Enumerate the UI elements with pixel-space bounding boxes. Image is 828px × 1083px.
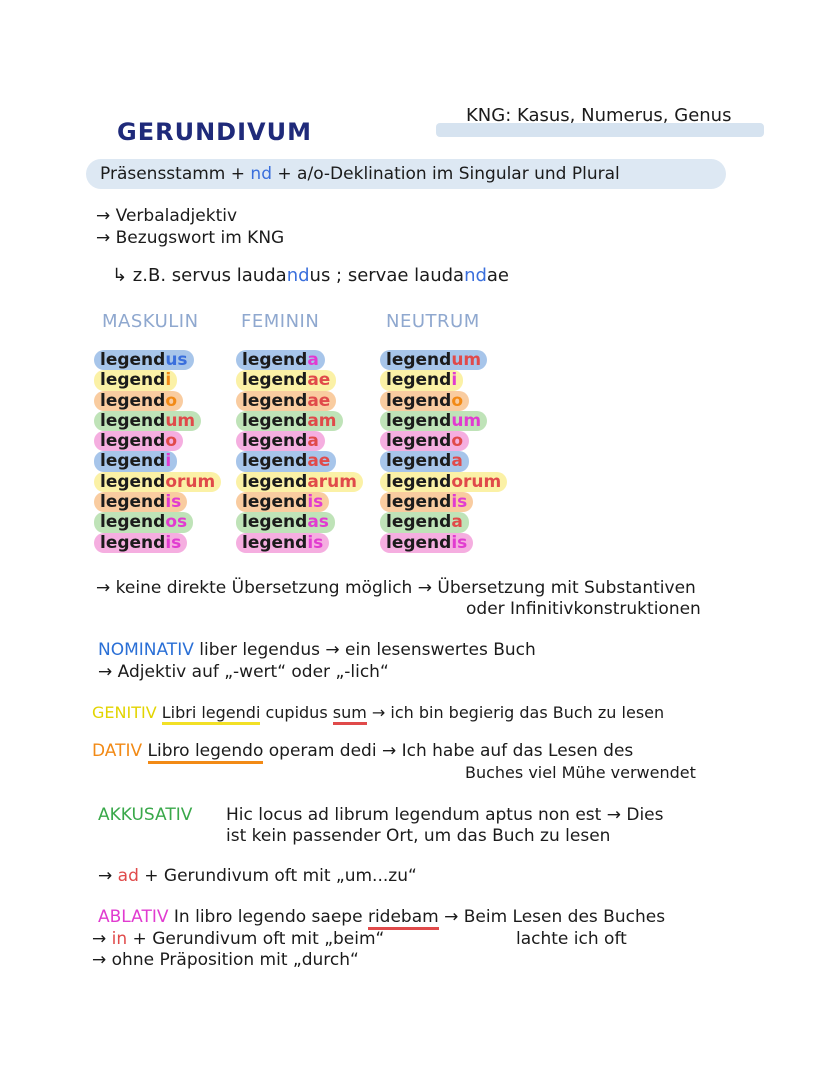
form-cell: legendorum: [380, 472, 507, 492]
form-cell: legenda: [236, 350, 325, 370]
form-cell: legendum: [380, 411, 487, 431]
form-cell: legendae: [236, 451, 336, 471]
form-cell: legendo: [94, 431, 183, 451]
translation-note: → keine direkte Übersetzung möglich → Übersetzung mit Substantiven: [96, 578, 696, 598]
column-head-neutrum: NEUTRUM: [386, 311, 480, 332]
page-title: GERUNDIVUM: [117, 118, 312, 146]
form-cell: legendis: [94, 533, 187, 553]
kng-note: KNG: Kasus, Numerus, Genus: [466, 105, 732, 126]
ablativ-note-2: → ohne Präposition mit „durch“: [92, 950, 359, 970]
form-cell: legendus: [94, 350, 194, 370]
form-cell: legendae: [236, 370, 336, 390]
akkusativ-line: Hic locus ad librum legendum aptus non est → Dies: [226, 805, 664, 825]
form-cell: legendis: [94, 492, 187, 512]
translation-note-2: oder Infinitivkonstruktionen: [466, 599, 701, 619]
declension-column-neutrum: [380, 350, 507, 553]
dativ-note: Buches viel Mühe verwendet: [465, 763, 696, 782]
genitiv-line: GENITIV Libri legendi cupidus sum → ich bin begierig das Buch zu lesen: [92, 703, 664, 723]
ablativ-note: → in + Gerundivum oft mit „beim“: [92, 929, 385, 949]
form-cell: legendum: [380, 350, 487, 370]
form-cell: legendis: [236, 492, 329, 512]
note-verbaladjektiv: → Verbaladjektiv: [96, 206, 238, 226]
declension-column-maskulin: [94, 350, 221, 553]
column-head-feminin: FEMININ: [241, 311, 320, 332]
form-cell: legendo: [94, 391, 183, 411]
form-cell: legendo: [380, 431, 469, 451]
nominativ-note: → Adjektiv auf „-wert“ oder „-lich“: [98, 662, 389, 682]
form-cell: legendo: [380, 391, 469, 411]
form-cell: legendi: [94, 370, 177, 390]
form-cell: legendi: [380, 370, 463, 390]
akkusativ-label: AKKUSATIV: [98, 805, 193, 825]
form-cell: legendis: [380, 492, 473, 512]
formation-rule: Präsensstamm + nd + a/o-Deklination im Singular und Plural: [100, 164, 620, 184]
nominativ-line: NOMINATIV liber legendus → ein lesenswertes Buch: [98, 640, 536, 660]
akkusativ-line-2: ist kein passender Ort, um das Buch zu lesen: [226, 826, 611, 846]
form-cell: legendas: [236, 512, 335, 532]
ablativ-translation-2: lachte ich oft: [516, 929, 627, 949]
column-head-maskulin: MASKULIN: [102, 311, 199, 332]
form-cell: legendum: [94, 411, 201, 431]
form-cell: legendam: [236, 411, 343, 431]
form-cell: legendis: [380, 533, 473, 553]
ad-note: → ad + Gerundivum oft mit „um...zu“: [98, 866, 417, 886]
form-cell: legendorum: [94, 472, 221, 492]
declension-column-feminin: [236, 350, 363, 553]
note-example: ↳ z.B. servus laudandus ; servae laudandae: [112, 265, 510, 286]
form-cell: legenda: [380, 512, 469, 532]
dativ-line: DATIV Libro legendo operam dedi → Ich habe auf das Lesen des: [92, 741, 633, 761]
form-cell: legendae: [236, 391, 336, 411]
note-bezugswort: → Bezugswort im KNG: [96, 228, 285, 248]
form-cell: legenda: [236, 431, 325, 451]
form-cell: legendis: [236, 533, 329, 553]
form-cell: legendos: [94, 512, 193, 532]
form-cell: legendi: [94, 451, 177, 471]
form-cell: legenda: [380, 451, 469, 471]
form-cell: legendarum: [236, 472, 363, 492]
ablativ-line: ABLATIV In libro legendo saepe ridebam → Beim Lesen des Buches: [98, 907, 665, 927]
